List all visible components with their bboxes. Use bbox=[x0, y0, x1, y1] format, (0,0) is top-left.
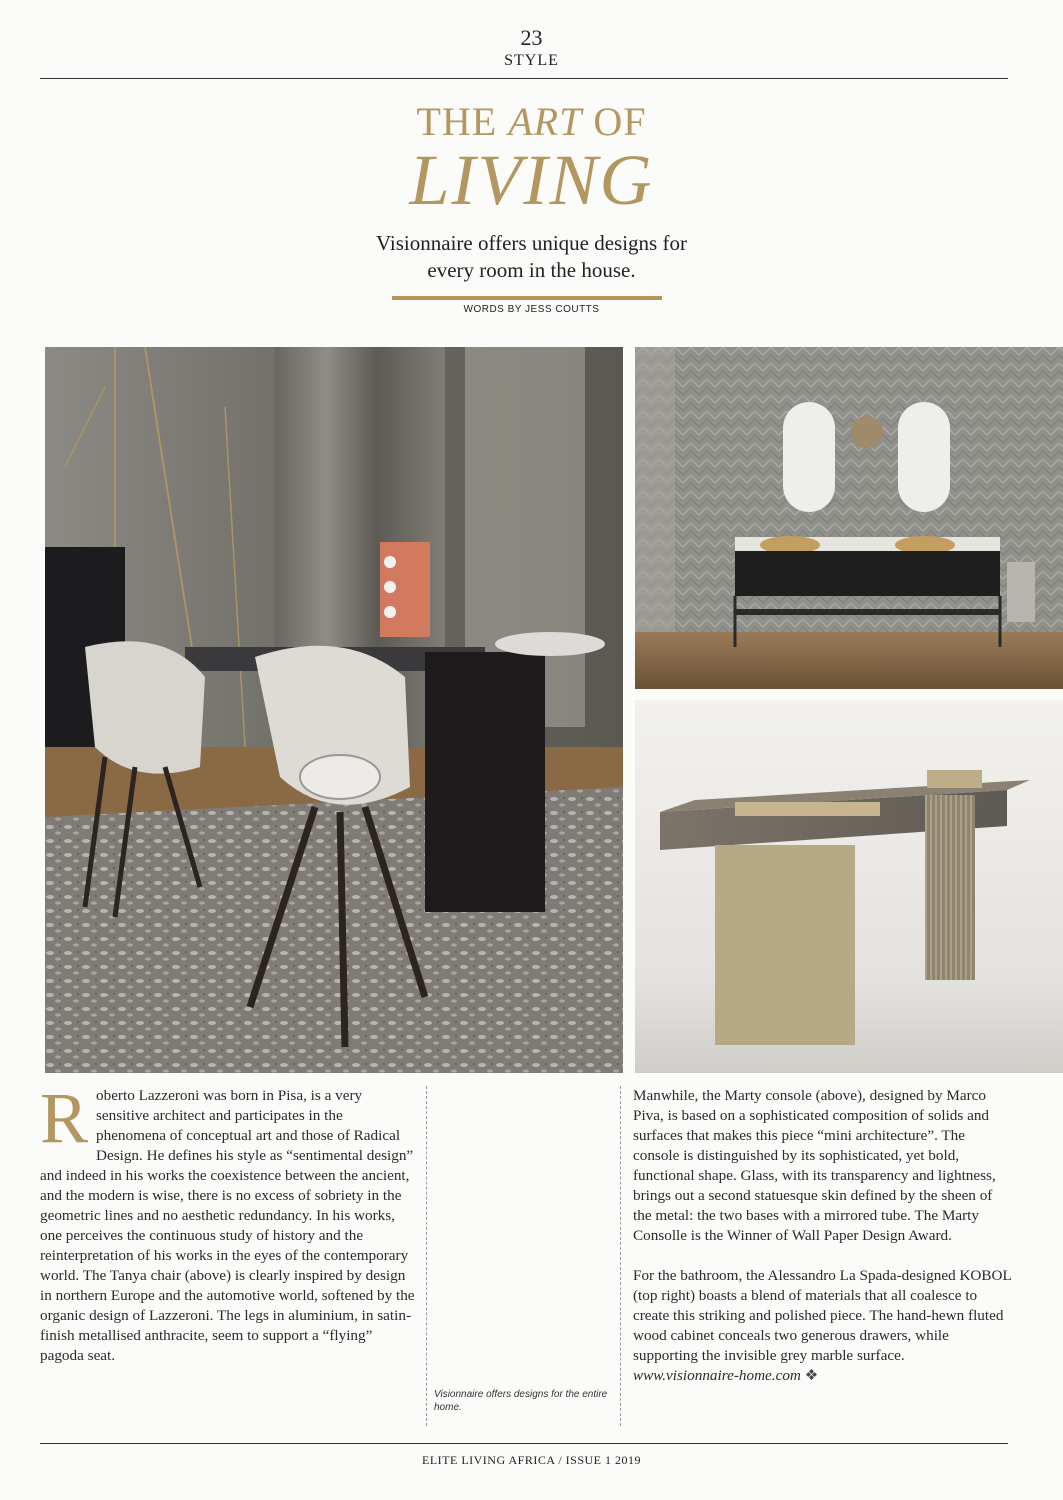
article-column-3 bbox=[633, 1086, 1013, 1386]
section-name: STYLE bbox=[504, 52, 559, 69]
footer-rule bbox=[40, 1443, 1008, 1444]
column-divider-left bbox=[426, 1086, 427, 1426]
gold-divider bbox=[392, 296, 662, 300]
subheading-line2: every room in the house. bbox=[427, 258, 636, 282]
title-the: THE bbox=[416, 99, 509, 144]
page-number: 23 bbox=[520, 25, 543, 50]
column-3-paragraph-2 bbox=[633, 1266, 1013, 1386]
end-mark-icon: ❖ bbox=[804, 1367, 819, 1384]
article-column-1 bbox=[40, 1078, 416, 1366]
article-title-line2: LIVING bbox=[409, 140, 654, 220]
column-1-text: oberto Lazzeroni was born in Pisa, is a very sensitive architect and participates in the phenomena of conceptual art and those of Radical Design. He defines his style as “sentimental design” and indeed in his works the coexistence between the ancient, and the modern is wise, there is no excess of sobriety in the geometric lines and no aesthetic redundancy. In his works, one perceives the continuous study of history and the reinterpretation of his works in the eyes of the contemporary world. The Tanya chair (above) is clearly inspired by design in northern Europe and the automotive world, softened by the organic design of Lazzeroni. The legs in aluminium, in satin-finish metallised anthracite, seem to support a “flying” pagoda seat. bbox=[40, 1087, 415, 1364]
photo-caption: Visionnaire offers designs for the entire home. bbox=[434, 1389, 608, 1413]
footer-text: ELITE LIVING AFRICA / ISSUE 1 2019 bbox=[422, 1453, 641, 1467]
column-divider-right bbox=[620, 1086, 621, 1426]
console-photo bbox=[635, 700, 1063, 1073]
website-link[interactable]: www.visionnaire-home.com bbox=[633, 1367, 801, 1384]
drop-cap-box bbox=[40, 1078, 92, 1158]
drop-cap: R bbox=[40, 1078, 89, 1158]
byline: WORDS BY JESS COUTTS bbox=[463, 304, 600, 315]
article-title-line1 bbox=[0, 100, 1063, 144]
header-rule bbox=[40, 78, 1008, 79]
subheading-line1: Visionnaire offers unique designs for bbox=[376, 231, 687, 255]
bathroom-photo bbox=[635, 347, 1063, 689]
dining-room-photo bbox=[45, 347, 623, 1073]
column-3-paragraph-1: Manwhile, the Marty console (above), designed by Marco Piva, is based on a sophisticated composition of solids and surfaces that makes this piece “mini architecture”. The console is distinguished by its sophisticated, yet bold, functional shape. Glass, with its transparency and lightness, brings out a second statuesque skin defined by the sheen of the metal: the two bases with a mirrored tube. The Marty Consolle is the Winner of Wall Paper Design Award. bbox=[633, 1087, 996, 1244]
title-art: ART bbox=[508, 99, 583, 144]
column-3-paragraph-2-text: For the bathroom, the Alessandro La Spada-designed KOBOL (top right) boasts a blend of materials that all coalesce to create this striking and polished piece. The hand-hewn fluted wood cabinet conceals two generous drawers, while supporting the invisible grey marble surface. bbox=[633, 1267, 1012, 1364]
title-of: OF bbox=[582, 99, 647, 144]
